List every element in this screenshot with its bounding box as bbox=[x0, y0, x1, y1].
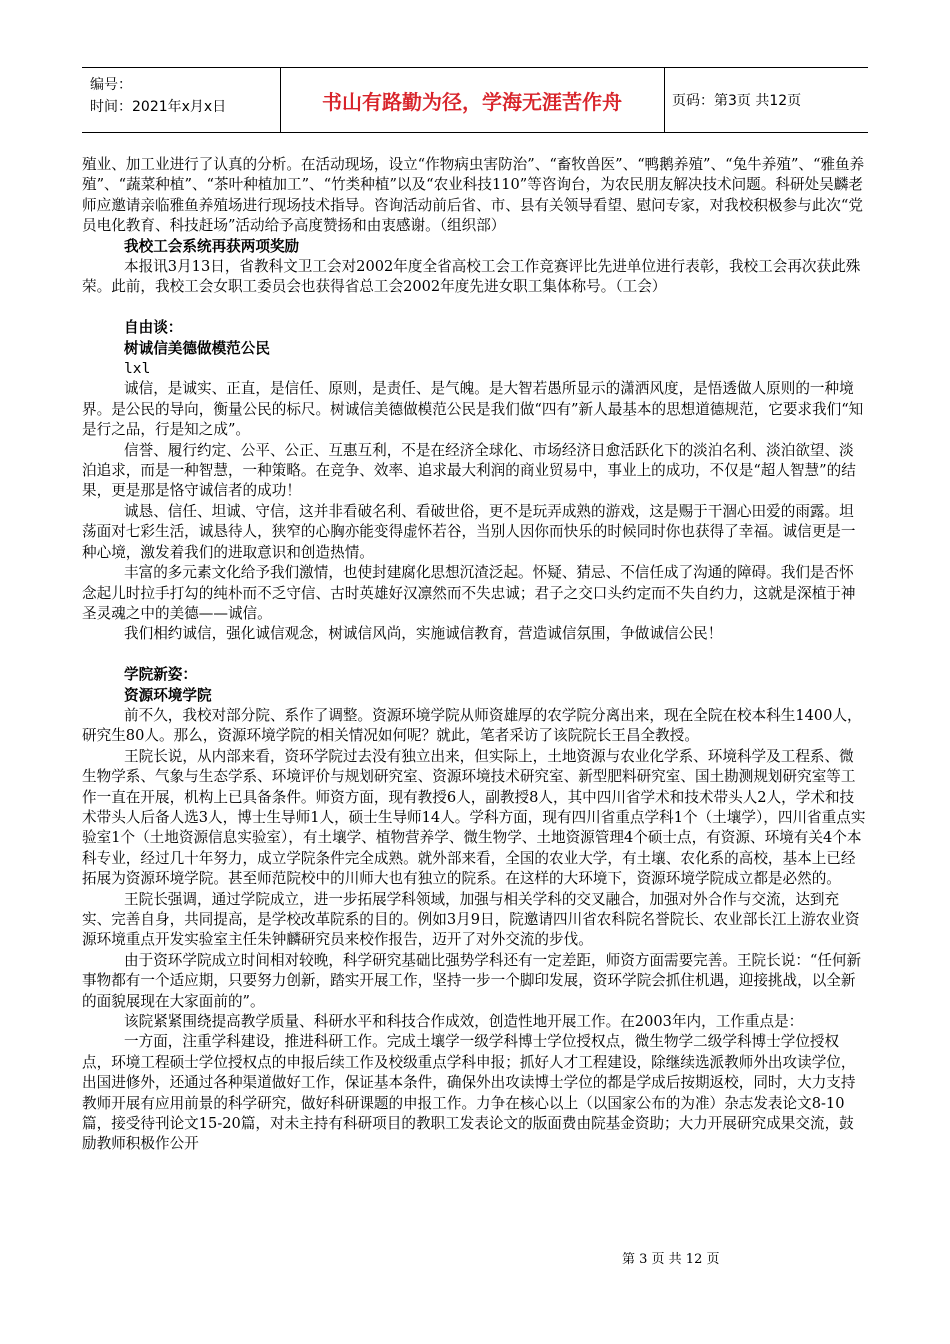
paragraph: 由于资环学院成立时间相对较晚，科学研究基础比强势学科还有一定差距，师资方面需要完善。王院长说：“任何新事物都有一个适应期，只要努力创新，踏实开展工作，坚持一步一个脚印发展，资环学院会抓住机遇，迎接挑战，以全新的面貌展现在大家面前的”。 bbox=[82, 951, 862, 1010]
paragraph: 诚信，是诚实、正直，是信任、原则，是责任、是气魄。是大智若愚所显示的潇洒风度，是悟透做人原则的一种境界。是公民的导向，衡量公民的标尺。树诚信美德做模范公民是我们做“四有”新人最基本的思想道德规范，它要求我们“知是行之品，行是知之成”。 bbox=[82, 380, 864, 439]
paragraph: 诚恳、信任、坦诚、守信，这并非看破名利、看破世俗，更不是玩弄成熟的游戏，这是赐于干涸心田爱的雨露。坦荡面对七彩生活，诚恳待人，狭窄的心胸亦能变得虚怀若谷，当别人因你而快乐的时候同时你也获得了幸福。诚信更是一种心境，激发着我们的进取意识和创造热情。 bbox=[82, 502, 856, 561]
header-motto: 书山有路勤为径，学海无涯苦作舟 bbox=[280, 68, 665, 132]
page-footer: 第 3 页 共 12 页 bbox=[622, 1252, 720, 1267]
paragraph: 本报讯3月13日，省教科文卫工会对2002年度全省高校工会工作竞赛评比先进单位进行表彰，我校工会再次获此殊荣。此前，我校工会女职工委员会也获得省总工会2002年度先进女职工集体称号。（工会） bbox=[82, 258, 861, 296]
paragraph: 信誉、履行约定、公平、公正、互惠互利，不是在经济全球化、市场经济日愈活跃化下的淡泊名利、淡泊欲望、淡泊追求，而是一种智慧，一种策略。在竞争、效率、追求最大利润的商业贸易中，事业上的成功，不仅是“超人智慧”的结果，更是那是恪守诚信者的成功！ bbox=[82, 441, 856, 500]
paragraph: 一方面，注重学科建设，推进科研工作。完成土壤学一级学科博士学位授权点，微生物学二级学科博士学位授权点，环境工程硕士学位授权点的申报后续工作及校级重点学科申报；抓好人才工程建设，除继续选派教师外出攻读学位，出国进修外，还通过各种渠道做好工作，保证基本条件，确保外出攻读博士学位的都是学成后按期返校，同时，大力支持教师开展有应用前景的科学研究，做好科研课题的申报工作。力争在核心以上（以国家公布的为准）杂志发表论文8-10篇，接受待刊论文15-20篇，对未主持有科研项目的教职工发表论文的版面费由院基金资助；大力开展研究成果交流，鼓励教师积极作公开 bbox=[82, 1033, 856, 1153]
paragraph: 殖业、加工业进行了认真的分析。在活动现场，设立“作物病虫害防治”、“畜牧兽医”、“鸭鹅养殖”、“兔牛养殖”、“雅鱼养殖”、“蔬菜种植”、“茶叶种植加工”、“竹类种植”以及“农业科技110”等咨询台，为农民朋友解决技术问题。科研处吴麟老师应邀请亲临雅鱼养殖场进行现场技术指导。咨询活动前后省、市、县有关领导看望、慰问专家，对我校积极参与此次“党员电化教育、科技赶场”活动给予高度赞扬和由衷感谢。（组织部） bbox=[82, 156, 865, 235]
document-body bbox=[82, 155, 868, 1155]
paragraph: 前不久，我校对部分院、系作了调整。资源环境学院从师资雄厚的农学院分离出来，现在全院在校本科生1400人，研究生80人。那么，资源环境学院的相关情况如何呢？就此，笔者采访了该院院长王昌全教授。 bbox=[82, 706, 862, 745]
article-title: 我校工会系统再获两项奖励 bbox=[124, 237, 300, 255]
paragraph: 王院长强调，通过学院成立，进一步拓展学科领域，加强与相关学科的交叉融合，加强对外合作与交流，达到充实、完善自身，共同提高，是学校改革院系的目的。例如3月9日，院邀请四川省农科院名誉院长、农业部长江上游农业资源环境重点开发实验室主任朱钟麟研究员来校作报告，迈开了对外交流的步伐。 bbox=[82, 890, 860, 949]
paragraph: 该院紧紧围绕提高教学质量、科研水平和科技合作成效，创造性地开展工作。在2003年内，工作重点是： bbox=[124, 1013, 804, 1031]
document-date: 时间：2021年x月x日 bbox=[90, 99, 227, 115]
section-heading: 学院新姿： bbox=[124, 666, 197, 684]
article-title: 资源环境学院 bbox=[124, 686, 212, 704]
author-name: lxl bbox=[124, 360, 151, 378]
paragraph: 王院长说，从内部来看，资环学院过去没有独立出来，但实际上，土地资源与农业化学系、环境科学及工程系、微生物学系、气象与生态学系、环境评价与规划研究室、资源环境技术研究室、新型肥料研究室、国土勘测规划研究室等工作一直在开展，机构上已具备条件。师资方面，现有教授6人，副教授8人，其中四川省学术和技术带头人2人，学术和技术带头人后备人选3人，博士生导师1人，硕士生导师14人。学科方面，现有四川省重点学科1个（土壤学），四川省重点实验室1个（土地资源信息实验室），有土壤学、植物营养学、微生物学、土地资源管理4个硕士点，有资源、环境有关4个本科专业，经过几十年努力，成立学院条件完全成熟。就外部来看，全国的农业大学，有土壤、农化系的高校，基本上已经拓展为资源环境学院。甚至师范院校中的川师大也有独立的院系。在这样的大环境下，资源环境学院成立都是必然的。 bbox=[82, 747, 866, 888]
paragraph: 我们相约诚信，强化诚信观念，树诚信风尚，实施诚信教育，营造诚信氛围，争做诚信公民！ bbox=[124, 625, 723, 643]
header-meta bbox=[82, 68, 281, 132]
document-number-label: 编号： bbox=[90, 77, 132, 93]
section-heading: 自由谈： bbox=[124, 319, 183, 337]
article-title: 树诚信美德做模范公民 bbox=[124, 339, 270, 357]
paragraph: 丰富的多元素文化给予我们激情，也使封建腐化思想沉渣泛起。怀疑、猜忌、不信任成了沟通的障碍。我们是否怀念起儿时拉手打勾的纯朴而不乏守信、古时英雄好汉凛然而不失忠诚；君子之交口头约定而不失自约力，这就是深植于神圣灵魂之中的美德——诚信。 bbox=[82, 564, 856, 622]
header-page-info: 页码：第3页 共12页 bbox=[672, 93, 802, 109]
page-header bbox=[82, 67, 868, 133]
